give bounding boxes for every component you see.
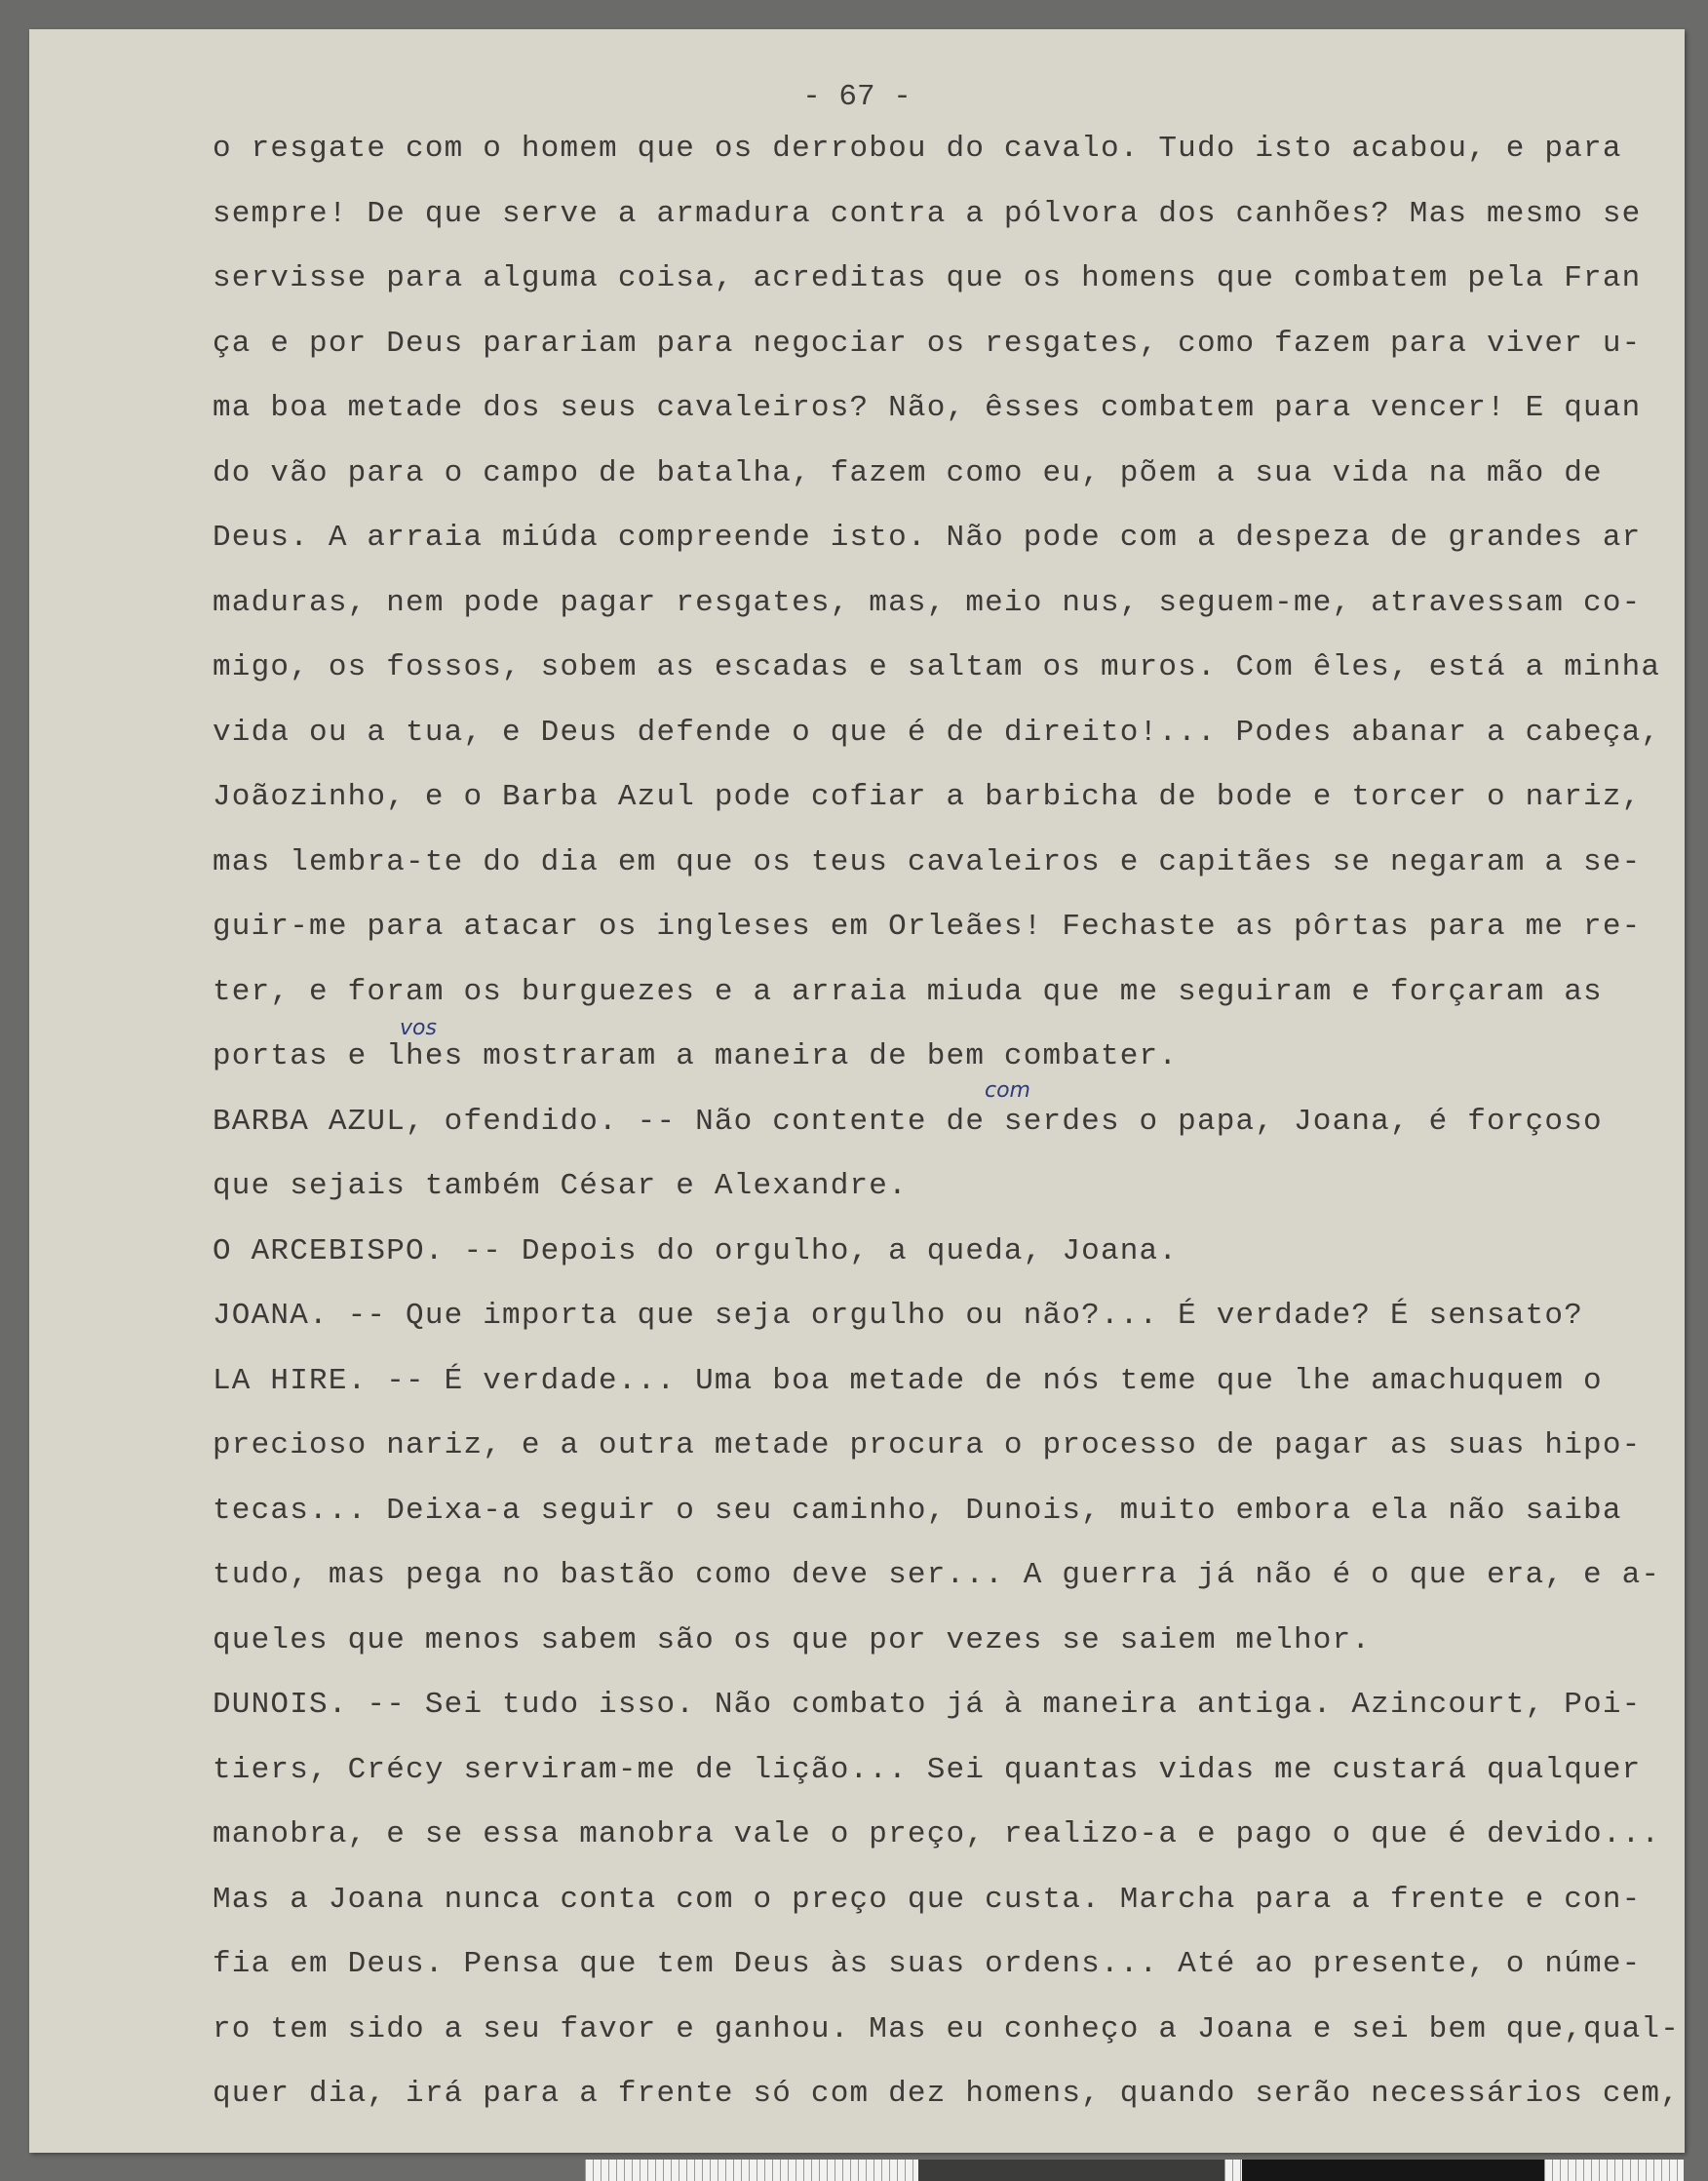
text-line: vida ou a tua, e Deus defende o que é de direito!... Podes abanar a cabeça,: [213, 715, 1661, 750]
text-line: precioso nariz, e a outra metade procura o processo de pagar as suas hipo-: [213, 1428, 1642, 1462]
text-line: ter, e foram os burguezes e a arraia miuda que me seguiram e forçaram as: [213, 974, 1603, 1009]
text-line: manobra, e se essa manobra vale o preço, realizo-a e pago o que é devido...: [213, 1817, 1661, 1851]
text-line: mas lembra-te do dia em que os teus cavaleiros e capitães se negaram a se-: [213, 844, 1642, 879]
text-line: servisse para alguma coisa, acreditas que os homens que combatem pela Fran: [213, 261, 1642, 295]
scale-ruler-white-right: [1544, 2160, 1684, 2181]
text-line: tiers, Crécy serviram-me de lição... Sei quantas vidas me custará qualquer: [213, 1752, 1642, 1787]
text-line: Deus. A arraia miúda compreende isto. Não pode com a despeza de grandes ar: [213, 521, 1642, 555]
text-line: sempre! De que serve a armadura contra a pólvora dos canhões? Mas mesmo se: [213, 196, 1642, 231]
scale-ruler-gray: [918, 2160, 1224, 2181]
typewritten-page: [29, 29, 1685, 2153]
text-line: migo, os fossos, sobem as escadas e saltam os muros. Com êles, está a minha: [213, 650, 1661, 684]
text-line: LA HIRE. -- É verdade... Uma boa metade de nós teme que lhe amachuquem o: [213, 1363, 1603, 1398]
text-line: portas e lhes mostraram a maneira de bem combater.: [213, 1039, 1179, 1073]
text-line: queles que menos sabem são os que por vezes se saiem melhor.: [213, 1622, 1372, 1657]
text-line: maduras, nem pode pagar resgates, mas, meio nus, seguem-me, atravessam co-: [213, 585, 1642, 620]
text-line: tecas... Deixa-a seguir o seu caminho, Dunois, muito embora ela não saiba: [213, 1493, 1622, 1528]
text-line: quer dia, irá para a frente só com dez homens, quando serão necessários cem,: [213, 2077, 1681, 2111]
text-line: do vão para o campo de batalha, fazem como eu, põem a sua vida na mão de: [213, 455, 1603, 490]
handwritten-annotation-com: com: [985, 1078, 1030, 1103]
scale-ruler-black: [1242, 2160, 1544, 2181]
text-line: ro tem sido a seu favor e ganhou. Mas eu conheço a Joana e sei bem que,qual-: [213, 2011, 1681, 2046]
scale-ruler-white-narrow: [1224, 2160, 1242, 2181]
handwritten-annotation-vos: vos: [400, 1016, 437, 1040]
text-line: fia em Deus. Pensa que tem Deus às suas ordens... Até ao presente, o núme-: [213, 1947, 1642, 1981]
text-line: O ARCEBISPO. -- Depois do orgulho, a queda, Joana.: [213, 1233, 1179, 1268]
text-line: ma boa metade dos seus cavaleiros? Não, êsses combatem para vencer! E quan: [213, 391, 1642, 425]
text-line: ça e por Deus parariam para negociar os resgates, como fazem para viver u-: [213, 326, 1642, 361]
text-line: Mas a Joana nunca conta com o preço que custa. Marcha para a frente e con-: [213, 1882, 1642, 1917]
text-line: JOANA. -- Que importa que seja orgulho ou não?... É verdade? É sensato?: [213, 1299, 1584, 1333]
text-line: que sejais também César e Alexandre.: [213, 1169, 908, 1203]
text-line: o resgate com o homem que os derrobou do cavalo. Tudo isto acabou, e para: [213, 132, 1622, 166]
text-line: Joãozinho, e o Barba Azul pode cofiar a barbicha de bode e torcer o nariz,: [213, 780, 1642, 814]
text-line: guir-me para atacar os ingleses em Orleães! Fechaste as pôrtas para me re-: [213, 910, 1642, 944]
scale-ruler-white: [585, 2160, 918, 2181]
text-line: DUNOIS. -- Sei tudo isso. Não combato já à maneira antiga. Azincourt, Poi-: [213, 1688, 1642, 1722]
text-line: BARBA AZUL, ofendido. -- Não contente de serdes o papa, Joana, é forçoso: [213, 1104, 1603, 1139]
text-line: tudo, mas pega no bastão como deve ser... A guerra já não é o que era, e a-: [213, 1558, 1661, 1592]
page-number: - 67 -: [802, 80, 912, 114]
page-text: [213, 117, 1680, 2127]
